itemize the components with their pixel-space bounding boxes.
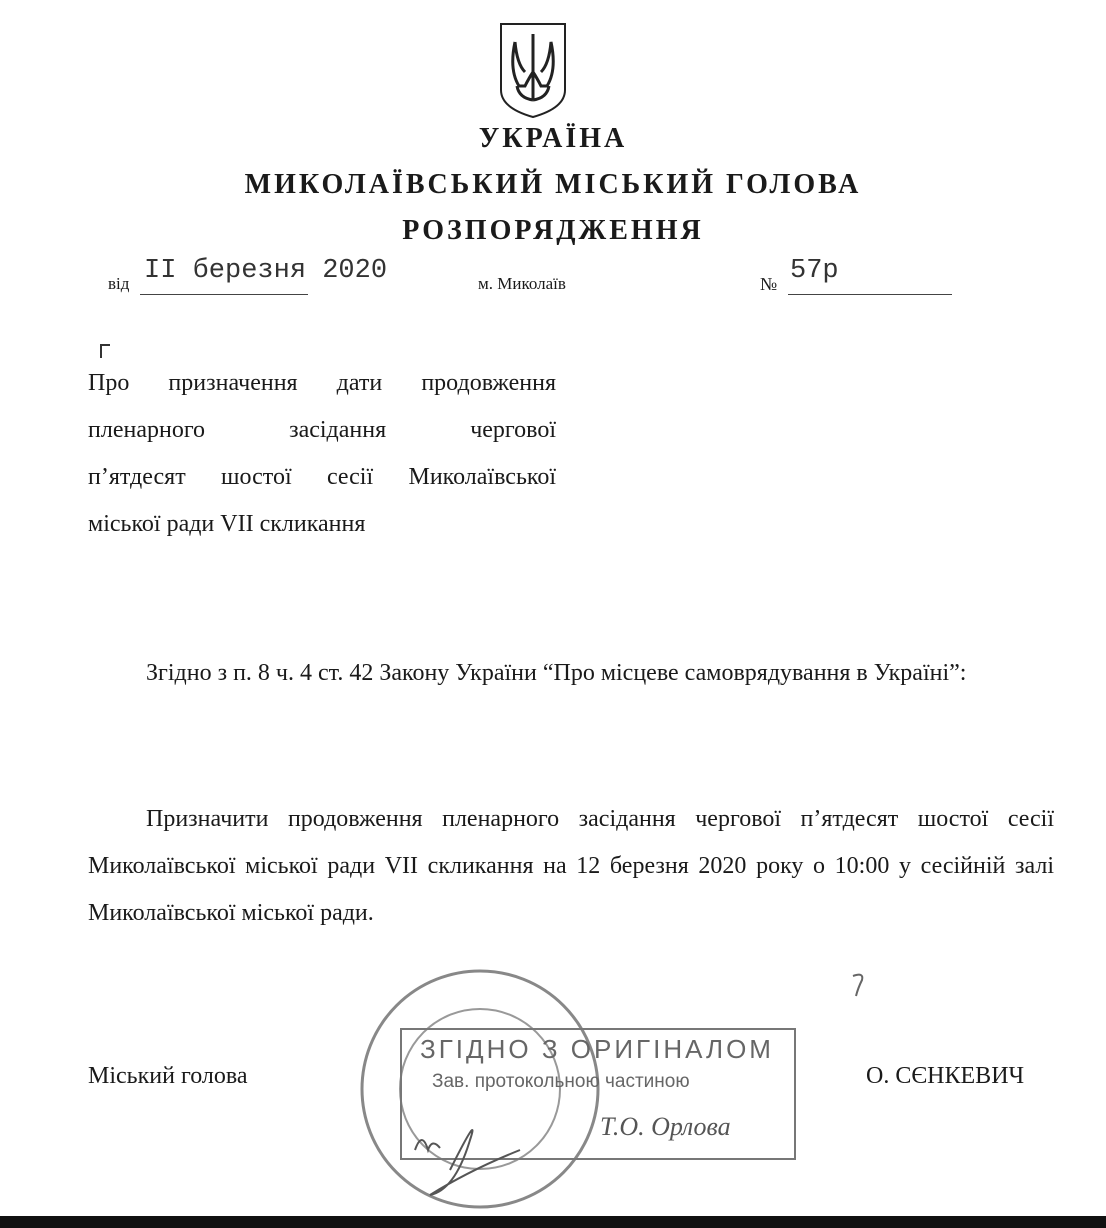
subject-line: п’ятдесят шостої сесії Миколаївської xyxy=(88,464,556,490)
signature-mark xyxy=(850,970,870,1000)
country-heading: УКРАЇНА xyxy=(478,123,628,154)
stamp-signer-signature: Т.О. Орлова xyxy=(600,1112,731,1141)
paragraph-legal-basis: Згідно з п. 8 ч. 4 ст. 42 Закону України “Про місцеве самоврядування в Україні”: xyxy=(146,660,967,686)
subject-line: пленарного засідання чергової xyxy=(88,417,556,443)
number-underline xyxy=(788,294,952,295)
date-underline xyxy=(140,294,308,295)
number-value: 57р xyxy=(790,256,839,286)
subject-block xyxy=(88,360,556,548)
subject-corner-mark xyxy=(100,344,110,358)
subject-line: Про призначення дати продовження xyxy=(88,370,556,396)
number-prefix: № xyxy=(760,274,778,294)
bottom-edge xyxy=(0,1216,1106,1228)
trident-coat-of-arms-icon xyxy=(497,20,569,120)
date-value: II березня 2020 xyxy=(144,256,388,286)
subject-line: міської ради VII скликання xyxy=(88,511,366,537)
signature-name: О. СЄНКЕВИЧ xyxy=(866,1063,1025,1089)
document-type-heading: РОЗПОРЯДЖЕННЯ xyxy=(402,215,704,246)
date-prefix: від xyxy=(108,274,130,293)
paragraph-order: Призначити продовження пленарного засідання чергової п’ятдесят шостої сесії Миколаївської міської ради VII скликання на 12 березня 2020 року о 10:00 у сесійній залі Миколаївської міської ради. xyxy=(88,806,1054,926)
stamp-title: ЗГІДНО З ОРИГІНАЛОМ xyxy=(420,1034,774,1064)
signature-position: Міський голова xyxy=(88,1063,248,1089)
authority-heading: МИКОЛАЇВСЬКИЙ МІСЬКИЙ ГОЛОВА xyxy=(244,169,862,200)
city: м. Миколаїв xyxy=(478,274,566,293)
handwritten-signature xyxy=(410,1110,530,1200)
stamp-role: Зав. протокольною частиною xyxy=(432,1071,690,1092)
